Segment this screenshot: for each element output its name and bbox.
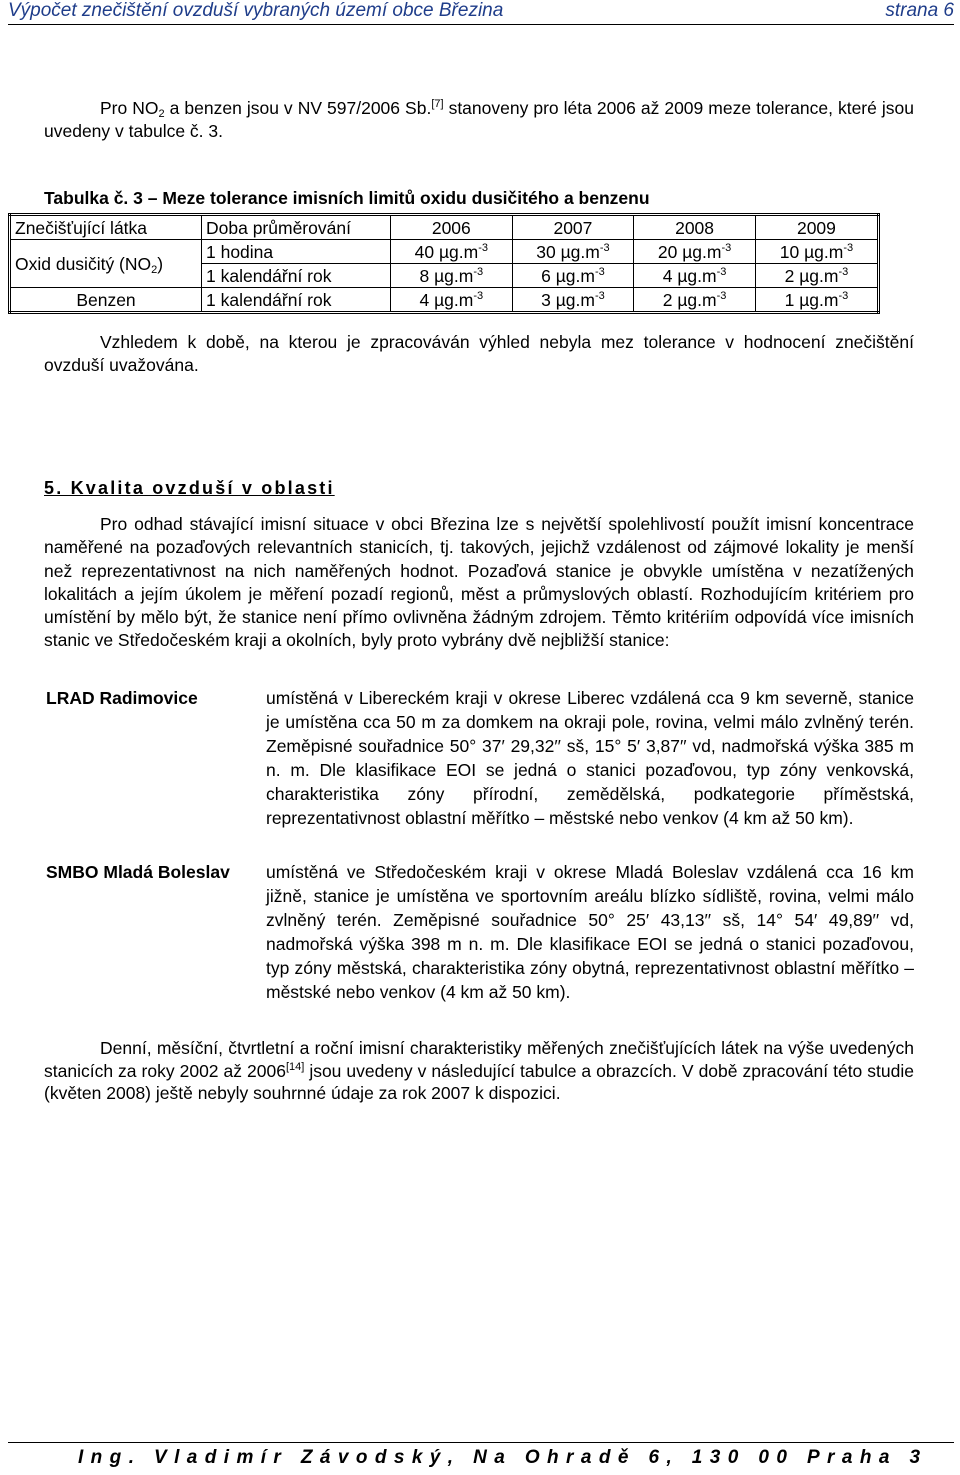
station-name: SMBO Mladá Boleslav [46,862,230,882]
intro-paragraph: Pro $NO_2$ a benzen jsou v NV 597/2006 Sb.[7] stanoveny pro léta 2006 až 2009 meze tolerance, které jsou uvedeny v tabulce č. 3. [44,98,914,141]
table-header-cell: 2006 [391,215,513,240]
value-cell: 40 $\mu g.m^{-3}$ [391,240,513,264]
table-header-cell: Znečišťující látka [10,215,202,240]
value-cell: 4 $\mu g.m^{-3}$ [391,288,513,313]
page-header [8,0,954,25]
value-cell: 30 $\mu g.m^{-3}$ [512,240,634,264]
table-row [10,288,879,313]
period-cell: 1 kalendářní rok [202,264,391,288]
station-description: umístěná ve Středočeském kraji v okrese Mladá Boleslav vzdálená cca 16 km jižně, stanice je umístěna ve sportovním areálu blízko sídliště, rovina, velmi málo zvlněný terén. Zeměpisné souřadnice 50° 25′ 43,13′′ sš, 14° 54′ 49,89′′ vd, nadmořská výška 398 m n. m. Dle klasifikace EOI se jedná o stanici pozaďovou, typ zóny městská, charakteristika zóny obytná, reprezentativnost oblastní měřítko – městské nebo venkov (4 km až 50 km). [266,862,914,1002]
tolerance-table [8,213,880,314]
value-cell: 3 $\mu g.m^{-3}$ [512,288,634,313]
period-cell: 1 kalendářní rok [202,288,391,313]
citation-ref[interactable]: [14] [285,1060,305,1073]
value-cell: 1 $\mu g.m^{-3}$ [755,288,878,313]
table-header-cell: 2007 [512,215,634,240]
value-cell: 2 $\mu g.m^{-3}$ [634,288,756,313]
value-cell: 6 $\mu g.m^{-3}$ [512,264,634,288]
substance-cell-no2: Oxid dusičitý $(NO_2)$ [10,240,202,288]
page-footer: Ing. Vladimír Závodský, Na Ohradě 6, 130 00 Praha 3 [8,1442,954,1472]
substance-cell-benzene: Benzen [10,288,202,313]
table-header-cell: 2009 [755,215,878,240]
table-header-row [10,215,879,240]
document-title: Výpočet znečištění ovzduší vybraných území obce Březina [8,0,504,21]
page-number: strana 6 [885,0,954,21]
table-row [10,240,879,264]
citation-ref[interactable]: [7] [431,98,444,110]
value-cell: 4 $\mu g.m^{-3}$ [634,264,756,288]
period-cell: 1 hodina [202,240,391,264]
value-cell: 2 $\mu g.m^{-3}$ [755,264,878,288]
closing-paragraph: Denní, měsíční, čtvrtletní a roční imisní charakteristiky měřených znečišťujících látek na výše uvedených stanicích za roky 2002 až 2006[14] jsou uvedeny v následující tabulce a obrazcích. V době zpracování této studie (květen 2008) ještě nebyly souhrnné údaje za rok 2007 k dispozici. [44,1038,914,1104]
value-cell: 10 $\mu g.m^{-3}$ [755,240,878,264]
section-heading: 5. Kvalita ovzduší v oblasti [44,478,335,498]
section-paragraph: Pro odhad stávající imisní situace v obci Březina lze s největší spolehlivostí použít imisní koncentrace naměřené na pozaďových relevantních stanicích, tj. takových, jejichž vzdálenost od zájmové lokality je menší než reprezentativnost na nich naměřených hodnot. Pozaďová stanice je obvykle umístěna v nezatížených lokalitách a jejím úkolem je měření pozadí regionů, měst a průmyslových oblastí. Rozhodujícím kritériem pro umístění by mělo být, že stanice není přímo ovlivněna žádným zdrojem. Těmto kritériím odpovídá více imisních stanic ve Středočeském kraji a okolních, byly proto vybrány dvě nejbližší stanice: [44,514,914,651]
value-cell: 8 $\mu g.m^{-3}$ [391,264,513,288]
table-header-cell: 2008 [634,215,756,240]
table-header-cell: Doba průměrování [202,215,391,240]
table-caption: Tabulka č. 3 – Meze tolerance imisních limitů oxidu dusičitého a benzenu [44,188,650,208]
station-description: umístěná v Libereckém kraji v okrese Liberec vzdálená cca 9 km severně, stanice je umístěna cca 50 m za domkem na okraji pole, rovina, velmi málo zvlněný terén. Zeměpisné souřadnice 50° 37′ 29,32′′ sš, 15° 5′ 3,87′′ vd, nadmořská výška 385 m n. m. Dle klasifikace EOI se jedná o stanici pozaďovou, typ zóny venkovská, charakteristika zóny přírodní, zemědělská, podkategorie příměstská, reprezentativnost oblastní měřítko – městské nebo venkov (4 km až 50 km). [266,688,914,828]
value-cell: 20 $\mu g.m^{-3}$ [634,240,756,264]
station-name: LRAD Radimovice [46,688,198,708]
tolerance-note: Vzhledem k době, na kterou je zpracováván výhled nebyla mez tolerance v hodnocení znečištění ovzduší uvažována. [44,332,914,375]
